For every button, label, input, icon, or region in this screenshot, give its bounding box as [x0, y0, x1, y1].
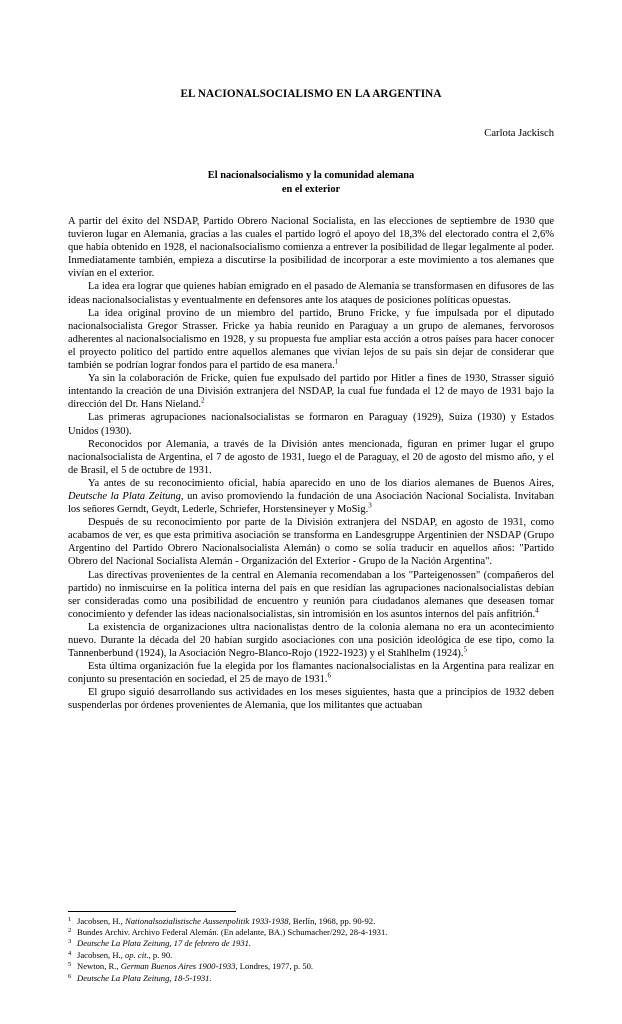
paragraph-7 [68, 477, 554, 516]
footnote-ref-3: 3 [368, 501, 372, 510]
paragraph-5: Las primeras agrupaciones nacionalsocialistas se formaron en Paraguay (1929), Suiza (1930) y Estados Unidos (1930). [68, 412, 554, 437]
footnote-list [68, 916, 554, 984]
footnote-item [68, 938, 554, 949]
paragraph-9 [68, 569, 554, 621]
section-heading-line-1: El nacionalsocialismo y la comunidad alemana [207, 170, 415, 181]
paragraph-4-text: Ya sin la colaboración de Fricke, quien fue expulsado del partido por Hitler a fines de 1930, Strasser siguió intentando la creación de una División extranjera del NSDAP, la cual fue fundada el 12 de mayo de 1931 bajo la dirección del Dr. Hans Nieland. [68, 373, 554, 411]
section-heading [68, 169, 554, 197]
footnote-number: 3 [68, 938, 72, 946]
paragraph-3-text: La idea original provino de un miembro del partido, Bruno Fricke, y fue impulsada por el diputado nacionalsocialista Gregor Strasser. Fricke ya había reunido en Paraguay a un grupo de alemanes, fervorosos adherentes al nacionalsocialismo en 1928, y su propuesta fue ampliar esta acción a otros países para hacer conocer el proyecto político del partido entre aquellos alemanes que vivían lejos de su país sin dejar de considerar que también se podrían lograr fondos para el partido de esa manera. [68, 307, 554, 372]
paragraph-6: Reconocidos por Alemania, a través de la División antes mencionada, figuran en primer lugar el grupo nacionalsocialista de Argentina, el 7 de agosto de 1931, luego el de Paraguay, el 20 de agosto del mismo año, y el de Brasil, el 5 de octubre de 1931. [68, 438, 554, 476]
footnotes-section [68, 911, 554, 984]
footnote-ref-4: 4 [535, 606, 539, 615]
footnote-number: 2 [68, 926, 72, 934]
paragraph-9-text: Las directivas provenientes de la central en Alemania recomendaban a los "Parteigenossen" (compañeros del partido) no inmiscuirse en la política interna del país en que residían las agrupaciones nacionalsocialistas debían ser consideradas como una posibilidad de encuentro y reunión para ciudadanos alemanes que deseasen tomar conocimiento y defender las ideas nacionalsocialistas, sin intromisión en los asuntos internos del país anfitrión. [68, 569, 554, 620]
footnote-ref-2: 2 [200, 396, 205, 405]
footnote-number: 1 [68, 915, 72, 923]
page-title: EL NACIONALSOCIALISMO EN LA ARGENTINA [180, 88, 442, 100]
footnote-item [68, 916, 554, 927]
footnote-item [68, 961, 554, 972]
footnote-number: 6 [68, 972, 72, 980]
paragraph-3 [68, 307, 554, 372]
footnote-ref-6: 6 [327, 671, 332, 680]
paragraph-4 [68, 372, 554, 411]
paragraph-12: El grupo siguió desarrollando sus actividades en los meses siguientes, hasta que a principios de 1932 deben suspenderlas por órdenes provenientes de Alemania, que los militantes que actuaban [68, 687, 554, 712]
footnote-ref-1: 1 [334, 357, 339, 366]
footnote-text: Newton, R., German Buenos Aires 1900-1933, Londres, 1977, p. 50. [77, 961, 314, 972]
footnote-text: Deutsche La Plata Zeitung, 18-5-1931. [77, 972, 212, 983]
footnote-text: Jacobsen, H., op. cit., p. 90. [77, 949, 173, 960]
footnote-ref-5: 5 [463, 645, 468, 654]
paragraph-7-text: Ya antes de su reconocimiento oficial, había aparecido en uno de los diarios alemanes de Buenos Aires, Deutsche la Plata Zeitung, un aviso promoviendo la fundación de una Asociación Nacional Socialista. Invitaban los señores Gerndt, Geydt, Lederle, Schriefer, Horstensineyer y MoSig. [68, 477, 554, 516]
footnote-item [68, 973, 554, 984]
body-text [68, 215, 554, 713]
paragraph-10 [68, 621, 554, 660]
paragraph-10-text: La existencia de organizaciones ultra nacionalistas dentro de la colonia alemana no era un acontecimiento nuevo. Durante la década del 20 habían surgido asociaciones con una posición ideológica de ese tipo, como la Tannenberbund (1924), la Asociación Negro-Blanco-Rojo (1922-1923) y el Stahlhelm (1924). [68, 621, 554, 660]
author-byline: Carlota Jackisch [484, 128, 554, 139]
paragraph-2: La idea era lograr que quienes habían emigrado en el pasado de Alemania se transformasen en difusores de las ideas nacionalsocialistas y eventualmente en defensores ante los ataques de posiciones políticas opuestas. [68, 281, 554, 306]
footnote-separator-rule [68, 911, 236, 912]
footnote-text: Jacobsen, H., Nationalsozialistische Aussenpolitik 1933-1938, Berlín, 1968, pp. 90-92. [77, 915, 376, 926]
footnote-text: Deutsche La Plata Zeitung, 17 de febrero de 1931. [77, 938, 252, 949]
footnote-item [68, 950, 554, 961]
footnote-text: Bundes Archiv. Archivo Federal Alemán. (En adelante, BA.) Schumacher/292, 28-4-1931. [77, 926, 388, 937]
paragraph-8: Después de su reconocimiento por parte de la División extranjera del NSDAP, en agosto de 1931, como acabamos de ver, es que esta primitiva asociación se transforma en Landesgruppe Argentinien der NSDAP (Grupo Argentino del Partido Obrero Nacionalsocialista Alemán) o como se solía traducir en aquellos años: "Partido Obrero del Nacional Socialista Alemán - Organización del Exterior - Grupo de la Nación Argentina". [68, 517, 554, 568]
footnote-item [68, 927, 554, 938]
paragraph-11 [68, 660, 554, 686]
paragraph-11-text: Esta última organización fue la elegida por los flamantes nacionalsocialistas en la Argentina para realizar en conjunto su presentación en sociedad, el 25 de mayo de 1931. [68, 661, 554, 686]
footnote-number: 4 [68, 949, 72, 957]
section-heading-line-2: en el exterior [281, 184, 341, 195]
paragraph-1: A partir del éxito del NSDAP, Partido Obrero Nacional Socialista, en las elecciones de septiembre de 1930 que tuvieron lugar en Alemania, gracias a las cuales el partido logró el apoyo del 18,3% del electorado contra el 2,6% que había obtenido en 1928, el nacionalsocialismo comienza a entrever la posibilidad de llegar legalmente al poder. Inmediatamente también, empieza a discutirse la posibilidad de incorporar a este movimiento a tos alemanes que vivían en el exterior. [68, 216, 554, 280]
footnote-number: 5 [68, 961, 72, 969]
